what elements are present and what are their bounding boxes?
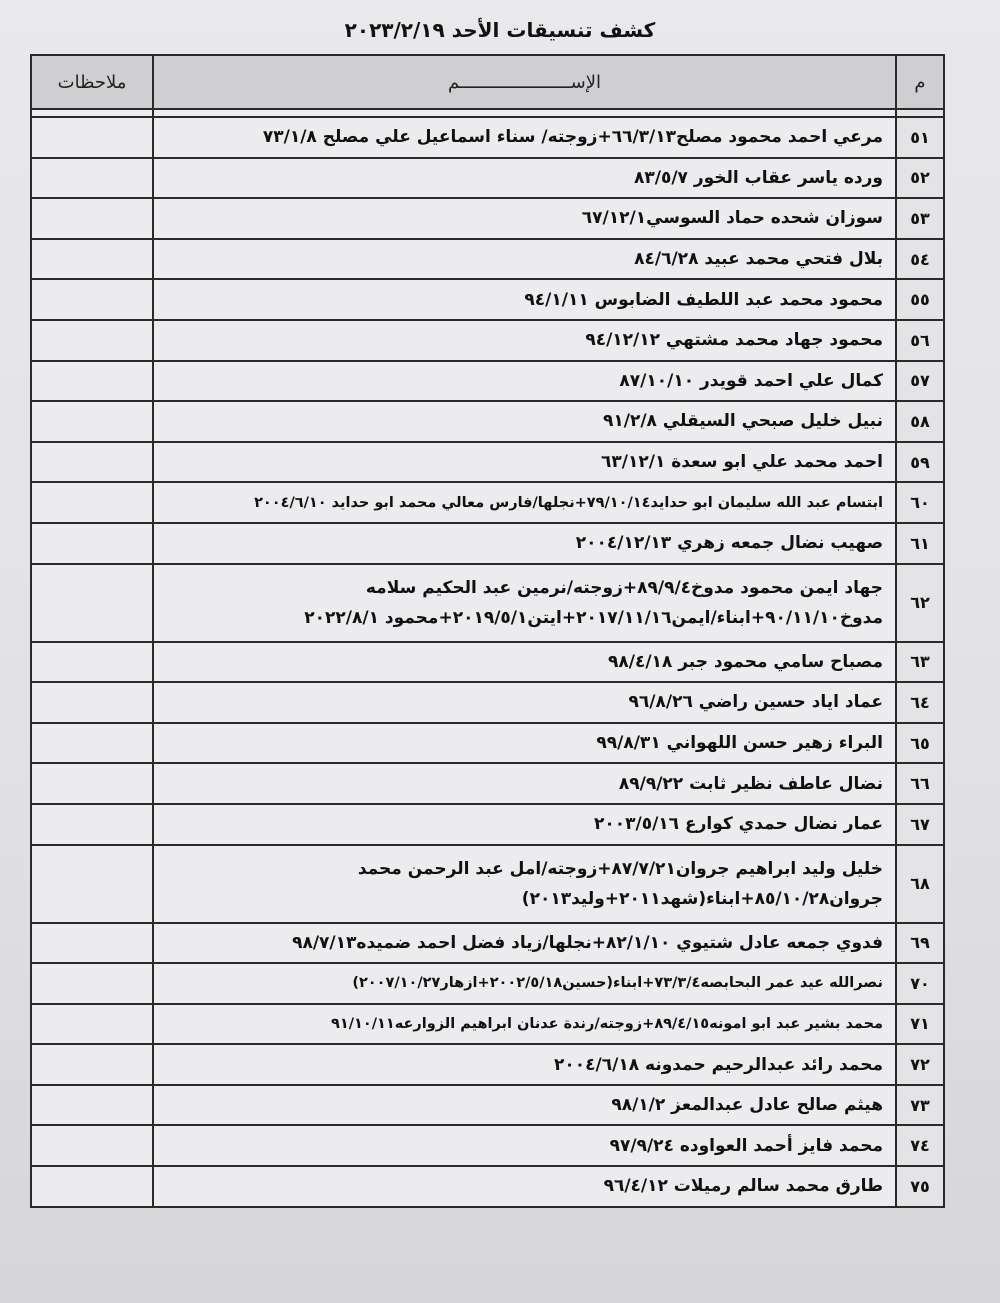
table-row — [31, 723, 944, 764]
table-row — [31, 642, 944, 683]
row-name: محمد فايز أحمد العواوده ٩٧/٩/٢٤ — [153, 1125, 896, 1166]
row-number: ٧٠ — [896, 963, 944, 1004]
row-number: ٥٣ — [896, 198, 944, 239]
table-row — [31, 117, 944, 158]
table-row — [31, 361, 944, 402]
table-row — [31, 198, 944, 239]
row-number: ٦٤ — [896, 682, 944, 723]
table-row — [31, 1125, 944, 1166]
row-name: صهيب نضال جمعه زهري ٢٠٠٤/١٢/١٣ — [153, 523, 896, 564]
row-number: ٥٢ — [896, 158, 944, 199]
table-row — [31, 682, 944, 723]
table-row — [31, 1004, 944, 1045]
table-row — [31, 564, 944, 642]
row-notes — [31, 564, 153, 642]
row-notes — [31, 1044, 153, 1085]
table-row — [31, 1044, 944, 1085]
row-name: مرعي احمد محمود مصلح٦٦/٣/١٣+زوجته/ سناء اسماعيل علي مصلح ٧٣/١/٨ — [153, 117, 896, 158]
row-number: ٦١ — [896, 523, 944, 564]
row-number: ٦٩ — [896, 923, 944, 964]
row-number: ٧٤ — [896, 1125, 944, 1166]
row-name: عمار نضال حمدي كوارع ٢٠٠٣/٥/١٦ — [153, 804, 896, 845]
row-name: نبيل خليل صبحي السيقلي ٩١/٢/٨ — [153, 401, 896, 442]
row-notes — [31, 923, 153, 964]
table-row — [31, 482, 944, 523]
row-name: نضال عاطف نظير ثابت ٨٩/٩/٢٢ — [153, 763, 896, 804]
row-name: مصباح سامي محمود جبر ٩٨/٤/١٨ — [153, 642, 896, 683]
row-number: ٦٥ — [896, 723, 944, 764]
row-notes — [31, 642, 153, 683]
table-spacer-row — [31, 109, 944, 117]
row-notes — [31, 963, 153, 1004]
row-name: عماد اياد حسين راضي ٩٦/٨/٢٦ — [153, 682, 896, 723]
row-name — [153, 564, 896, 642]
row-name: بلال فتحي محمد عبيد ٨٤/٦/٢٨ — [153, 239, 896, 280]
row-number: ٥٦ — [896, 320, 944, 361]
row-name-line-2: جروان٨٥/١٠/٢٨+ابناء(شهد٢٠١١+وليد٢٠١٣) — [521, 888, 883, 909]
row-name: محمود جهاد محمد مشتهي ٩٤/١٢/١٢ — [153, 320, 896, 361]
table-row — [31, 923, 944, 964]
row-notes — [31, 763, 153, 804]
row-notes — [31, 723, 153, 764]
row-number: ٦٧ — [896, 804, 944, 845]
row-notes — [31, 442, 153, 483]
row-notes — [31, 361, 153, 402]
row-notes — [31, 239, 153, 280]
row-number: ٦٢ — [896, 564, 944, 642]
row-number: ٥٨ — [896, 401, 944, 442]
table-header-row — [31, 55, 944, 109]
row-notes — [31, 158, 153, 199]
header-number: م — [896, 55, 944, 109]
table-row — [31, 1166, 944, 1207]
row-number: ٦٦ — [896, 763, 944, 804]
row-name-line-2: مدوخ٩٠/١١/١٠+ابناء/ايمن٢٠١٧/١١/١٦+ايتن٢٠١٩/٥/١+محمود ٢٠٢٢/٨/١ — [304, 607, 883, 628]
row-notes — [31, 279, 153, 320]
header-name: الإســـــــــــــــــــــم — [153, 55, 896, 109]
row-number: ٥٤ — [896, 239, 944, 280]
row-name: محمود محمد عبد اللطيف الضابوس ٩٤/١/١١ — [153, 279, 896, 320]
row-name: نصرالله عيد عمر البحابصه٧٣/٣/٤+ابناء(حسين٢٠٠٢/٥/١٨+ازهار٢٠٠٧/١٠/٢٧) — [153, 963, 896, 1004]
row-notes — [31, 804, 153, 845]
table-row — [31, 963, 944, 1004]
row-notes — [31, 198, 153, 239]
table-row — [31, 158, 944, 199]
row-number: ٧٥ — [896, 1166, 944, 1207]
table-row — [31, 523, 944, 564]
row-notes — [31, 117, 153, 158]
row-name: فدوي جمعه عادل شتيوي ٨٢/١/١٠+نجلها/زياد فضل احمد ضميده٩٨/٧/١٣ — [153, 923, 896, 964]
row-number: ٥١ — [896, 117, 944, 158]
row-number: ٦٣ — [896, 642, 944, 683]
row-name: احمد محمد علي ابو سعدة ٦٣/١٢/١ — [153, 442, 896, 483]
row-number: ٦٠ — [896, 482, 944, 523]
table-row — [31, 763, 944, 804]
row-notes — [31, 1004, 153, 1045]
row-notes — [31, 1125, 153, 1166]
row-name-line-1: جهاد ايمن محمود مدوخ٨٩/٩/٤+زوجته/نرمين عبد الحكيم سلامه — [365, 577, 883, 598]
row-notes — [31, 682, 153, 723]
table-row — [31, 845, 944, 923]
table-row — [31, 442, 944, 483]
page-title: كشف تنسيقات الأحد ٢٠٢٣/٢/١٩ — [344, 18, 656, 42]
row-name: محمد رائد عبدالرحيم حمدونه ٢٠٠٤/٦/١٨ — [153, 1044, 896, 1085]
table-row — [31, 804, 944, 845]
row-notes — [31, 1166, 153, 1207]
row-notes — [31, 320, 153, 361]
row-number: ٧١ — [896, 1004, 944, 1045]
table-row — [31, 239, 944, 280]
roster-table — [30, 54, 945, 1208]
row-notes — [31, 1085, 153, 1126]
table-row — [31, 320, 944, 361]
row-name: البراء زهير حسن اللهواني ٩٩/٨/٣١ — [153, 723, 896, 764]
row-number: ٦٨ — [896, 845, 944, 923]
row-number: ٧٣ — [896, 1085, 944, 1126]
header-notes: ملاحظات — [31, 55, 153, 109]
row-name — [153, 845, 896, 923]
row-name: طارق محمد سالم رميلات ٩٦/٤/١٢ — [153, 1166, 896, 1207]
row-name: ابتسام عبد الله سليمان ابو حدايد٧٩/١٠/١٤+نجلها/فارس معالي محمد ابو حدايد ٢٠٠٤/٦/١٠ — [153, 482, 896, 523]
row-name-line-1: خليل وليد ابراهيم جروان٨٧/٧/٢١+زوجته/امل عبد الرحمن محمد — [357, 858, 883, 879]
row-number: ٧٢ — [896, 1044, 944, 1085]
table-row — [31, 401, 944, 442]
table-row — [31, 1085, 944, 1126]
row-notes — [31, 482, 153, 523]
row-notes — [31, 845, 153, 923]
table-row — [31, 279, 944, 320]
row-name: هيثم صالح عادل عبدالمعز ٩٨/١/٢ — [153, 1085, 896, 1126]
row-number: ٥٧ — [896, 361, 944, 402]
row-notes — [31, 523, 153, 564]
row-number: ٥٥ — [896, 279, 944, 320]
row-name: ورده ياسر عقاب الخور ٨٣/٥/٧ — [153, 158, 896, 199]
row-notes — [31, 401, 153, 442]
row-number: ٥٩ — [896, 442, 944, 483]
row-name: كمال علي احمد قويدر ٨٧/١٠/١٠ — [153, 361, 896, 402]
row-name: محمد بشير عبد ابو امونه٨٩/٤/١٥+زوجته/رندة عدنان ابراهيم الزوارعه٩١/١٠/١١ — [153, 1004, 896, 1045]
row-name: سوزان شحده حماد السوسي٦٧/١٢/١ — [153, 198, 896, 239]
